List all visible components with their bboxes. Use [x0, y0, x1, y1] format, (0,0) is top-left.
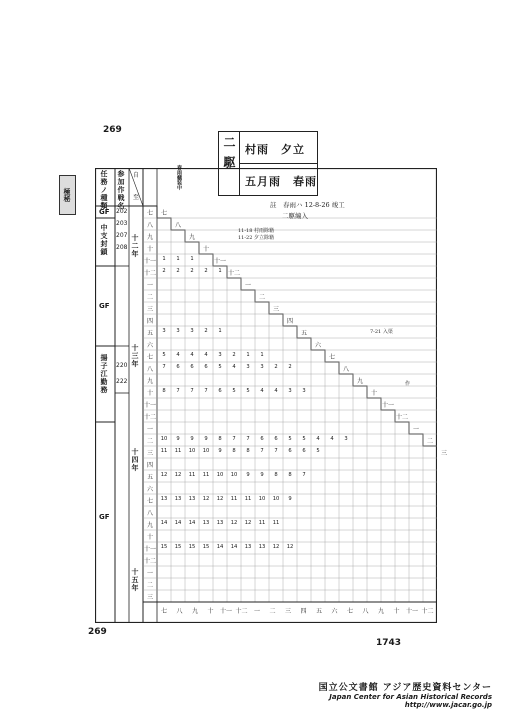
month-label: 九: [146, 234, 153, 241]
data-cell: 14: [216, 544, 224, 550]
month-label: 二: [146, 582, 153, 589]
staircase-label: 一: [412, 426, 419, 433]
annotation-yudachi-removed: 11-22 夕立除籍: [238, 235, 275, 241]
data-cell: 12: [286, 544, 294, 550]
data-cell: 1: [176, 256, 180, 262]
data-cell: 9: [204, 436, 208, 442]
data-cell: 13: [160, 496, 168, 502]
page-number-top: 269: [103, 125, 122, 135]
data-cell: 11: [272, 520, 280, 526]
data-cell: 13: [258, 544, 266, 550]
bottom-axis-label: 三: [284, 608, 291, 615]
month-label: 七: [146, 498, 153, 505]
page-number-bottom: 269: [88, 627, 107, 637]
data-cell: 5: [232, 388, 236, 394]
bottom-axis-label: 六: [331, 608, 338, 615]
op-code-207: 207: [116, 232, 128, 239]
data-cell: 2: [162, 268, 166, 274]
data-cell: 6: [190, 364, 194, 370]
month-label: 八: [146, 222, 153, 229]
staircase-label: 九: [356, 378, 363, 385]
data-cell: 15: [160, 544, 168, 550]
sheet-number: 1743: [376, 638, 402, 648]
staircase-label: 七: [160, 210, 167, 217]
data-cell: 14: [188, 520, 196, 526]
data-cell: 1: [190, 256, 194, 262]
classified-stamp: 極秘: [59, 175, 76, 215]
month-label: 七: [146, 210, 153, 217]
data-cell: 10: [272, 496, 280, 502]
data-cell: 3: [302, 388, 306, 394]
header-to: 至: [133, 194, 140, 201]
data-cell: 10: [202, 448, 210, 454]
annotation-drydock: 7-21 入渠: [370, 329, 393, 335]
data-cell: 7: [162, 364, 166, 370]
data-cell: 1: [162, 256, 166, 262]
month-label: 五: [146, 474, 153, 481]
data-cell: 3: [344, 436, 348, 442]
month-label: 八: [146, 366, 153, 373]
duty-yangtze-service: 揚子江勤務: [100, 354, 109, 394]
month-label: 七: [146, 354, 153, 361]
annotation-harusame-fitting: 春雨艤装中: [176, 165, 182, 190]
data-cell: 5: [302, 436, 306, 442]
archive-footer: [319, 680, 492, 709]
header-duty-type: 任務ノ種類: [100, 170, 109, 210]
month-label: 十一: [143, 546, 156, 553]
data-cell: 13: [174, 496, 182, 502]
data-cell: 9: [176, 436, 180, 442]
annotation-operation: 作: [405, 381, 411, 387]
staircase-label: 十一: [381, 402, 394, 409]
data-cell: 7: [274, 448, 278, 454]
month-label: 六: [146, 342, 153, 349]
data-cell: 10: [216, 472, 224, 478]
op-code-208: 208: [116, 244, 128, 251]
data-cell: 2: [274, 364, 278, 370]
bottom-axis-label: 七: [346, 608, 353, 615]
data-cell: 11: [174, 448, 182, 454]
archive-name-ja: 国立公文書館 アジア歴史資料センター: [318, 683, 492, 693]
data-cell: 9: [246, 472, 250, 478]
data-cell: 6: [204, 364, 208, 370]
month-label: 十: [146, 246, 153, 253]
op-code-203: 203: [116, 220, 128, 227]
data-cell: 8: [246, 448, 250, 454]
data-cell: 12: [272, 544, 280, 550]
gf-label-2: GF: [99, 302, 110, 310]
month-label: 十: [146, 390, 153, 397]
data-cell: 14: [230, 544, 238, 550]
data-cell: 10: [230, 472, 238, 478]
data-cell: 8: [162, 388, 166, 394]
data-cell: 4: [316, 436, 320, 442]
month-label: 十二: [143, 270, 156, 277]
month-label: 一: [146, 282, 153, 289]
data-cell: 3: [218, 352, 222, 358]
data-cell: 12: [174, 472, 182, 478]
month-label: 二: [146, 438, 153, 445]
bottom-axis-label: 十一: [405, 608, 418, 615]
bottom-axis-label: 五: [315, 608, 322, 615]
data-cell: 1: [246, 352, 250, 358]
year-label-14: 十四年: [131, 448, 140, 472]
month-label: 三: [146, 306, 153, 313]
data-cell: 11: [160, 448, 168, 454]
month-label: 九: [146, 522, 153, 529]
data-cell: 9: [218, 448, 222, 454]
data-cell: 6: [260, 436, 264, 442]
op-code-222: 222: [116, 378, 128, 385]
staircase-label: 二: [426, 438, 433, 445]
data-cell: 1: [218, 328, 222, 334]
bottom-axis-label: 八: [176, 608, 183, 615]
data-cell: 2: [204, 268, 208, 274]
bottom-axis-label: 二: [269, 608, 276, 615]
ships-row-2: 五月雨 春雨: [245, 175, 317, 188]
data-cell: 6: [302, 448, 306, 454]
header-from: 自: [133, 172, 140, 179]
data-cell: 7: [232, 436, 236, 442]
month-label: 四: [146, 462, 153, 469]
annotation-murasame-removed: 11-18 村雨除籍: [238, 228, 275, 234]
data-cell: 13: [244, 544, 252, 550]
gf-label-1: GF: [99, 208, 110, 216]
data-cell: 4: [260, 388, 264, 394]
data-cell: 5: [218, 364, 222, 370]
data-cell: 12: [244, 520, 252, 526]
month-label: 十二: [143, 558, 156, 565]
data-cell: 13: [216, 520, 224, 526]
month-label: 一: [146, 426, 153, 433]
staircase-label: 一: [244, 282, 251, 289]
data-cell: 4: [190, 352, 194, 358]
data-cell: 10: [160, 436, 168, 442]
data-cell: 2: [232, 352, 236, 358]
data-cell: 12: [160, 472, 168, 478]
bottom-axis-label: 四: [300, 608, 307, 615]
month-label: 五: [146, 330, 153, 337]
month-label: 二: [146, 294, 153, 301]
bottom-axis-label: 十二: [421, 608, 434, 615]
month-label: 九: [146, 378, 153, 385]
bottom-axis-label: 十: [393, 608, 400, 615]
note-line-2: 二駆編入: [282, 212, 308, 220]
data-cell: 4: [232, 364, 236, 370]
data-cell: 15: [174, 544, 182, 550]
year-label-13: 十三年: [131, 344, 140, 368]
staircase-label: 十: [202, 246, 209, 253]
bottom-axis-label: 八: [362, 608, 369, 615]
month-label: 四: [146, 318, 153, 325]
staircase-label: 九: [188, 234, 195, 241]
data-cell: 10: [188, 448, 196, 454]
data-cell: 6: [218, 388, 222, 394]
month-label: 六: [146, 486, 153, 493]
data-cell: 7: [260, 448, 264, 454]
duty-central-china-blockade: 中支封鎖: [100, 224, 109, 256]
ships-row-1: 村雨 夕立: [245, 143, 305, 156]
data-cell: 1: [260, 352, 264, 358]
archive-name-en: Japan Center for Asian Historical Records: [329, 693, 492, 701]
staircase-label: 十一: [213, 258, 226, 265]
op-code-220: 220: [116, 362, 128, 369]
data-cell: 7: [176, 388, 180, 394]
data-cell: 7: [204, 388, 208, 394]
data-cell: 4: [204, 352, 208, 358]
staircase-label: 三: [272, 306, 279, 313]
bottom-axis-label: 七: [160, 608, 167, 615]
data-cell: 13: [202, 520, 210, 526]
data-cell: 4: [176, 352, 180, 358]
data-cell: 2: [288, 364, 292, 370]
month-label: 三: [146, 594, 153, 601]
data-cell: 13: [188, 496, 196, 502]
data-cell: 4: [330, 436, 334, 442]
data-cell: 8: [232, 448, 236, 454]
staircase-label: 十二: [395, 414, 408, 421]
data-cell: 1: [218, 268, 222, 274]
note-line-1: 註 春雨ハ 12-8-26 竣工: [270, 201, 345, 209]
staircase-label: 十二: [227, 270, 240, 277]
data-cell: 8: [288, 472, 292, 478]
data-cell: 9: [260, 472, 264, 478]
data-cell: 12: [230, 520, 238, 526]
staircase-label: 二: [258, 294, 265, 301]
data-cell: 3: [190, 328, 194, 334]
staircase-label: 三: [440, 450, 447, 457]
staircase-label: 六: [314, 342, 321, 349]
data-cell: 2: [204, 328, 208, 334]
data-cell: 11: [230, 496, 238, 502]
data-cell: 2: [176, 268, 180, 274]
data-cell: 11: [202, 472, 210, 478]
data-cell: 12: [216, 496, 224, 502]
staircase-label: 四: [286, 318, 293, 325]
data-cell: 11: [188, 472, 196, 478]
data-cell: 15: [188, 544, 196, 550]
archive-url: http://www.jacar.go.jp: [404, 701, 492, 709]
data-cell: 9: [288, 496, 292, 502]
month-label: 三: [146, 450, 153, 457]
year-label-15: 十五年: [131, 568, 140, 592]
data-cell: 3: [288, 388, 292, 394]
data-cell: 11: [258, 520, 266, 526]
division-label: 二駆: [222, 136, 236, 176]
data-cell: 6: [274, 436, 278, 442]
data-cell: 10: [258, 496, 266, 502]
data-cell: 7: [190, 388, 194, 394]
data-cell: 3: [260, 364, 264, 370]
bottom-axis-label: 十二: [235, 608, 248, 615]
header-operation-name: 参加作戦名: [117, 170, 126, 210]
month-label: 八: [146, 510, 153, 517]
data-cell: 15: [202, 544, 210, 550]
service-chart-table: [95, 165, 447, 623]
data-cell: 2: [190, 268, 194, 274]
data-cell: 7: [246, 436, 250, 442]
data-cell: 5: [316, 448, 320, 454]
data-cell: 5: [162, 352, 166, 358]
data-cell: 3: [246, 364, 250, 370]
staircase-label: 七: [328, 354, 335, 361]
staircase-label: 八: [174, 222, 181, 229]
data-cell: 4: [274, 388, 278, 394]
bottom-axis-label: 九: [377, 608, 384, 615]
bottom-axis-label: 一: [253, 608, 260, 615]
data-cell: 5: [288, 436, 292, 442]
data-cell: 7: [302, 472, 306, 478]
data-cell: 6: [176, 364, 180, 370]
month-label: 十二: [143, 414, 156, 421]
bottom-axis-label: 十: [207, 608, 214, 615]
month-label: 十一: [143, 258, 156, 265]
data-cell: 3: [162, 328, 166, 334]
month-label: 一: [146, 570, 153, 577]
year-label-12: 十二年: [131, 234, 140, 258]
data-cell: 11: [244, 496, 252, 502]
staircase-label: 十: [370, 390, 377, 397]
data-cell: 3: [176, 328, 180, 334]
bottom-axis-label: 九: [191, 608, 198, 615]
staircase-label: 八: [342, 366, 349, 373]
staircase-label: 五: [300, 330, 307, 337]
gf-label-3: GF: [99, 513, 110, 521]
data-cell: 14: [174, 520, 182, 526]
data-cell: 5: [246, 388, 250, 394]
data-cell: 8: [274, 472, 278, 478]
bottom-axis-label: 十一: [219, 608, 232, 615]
data-cell: 9: [190, 436, 194, 442]
data-cell: 14: [160, 520, 168, 526]
month-label: 十: [146, 534, 153, 541]
op-code-202: 202: [116, 208, 128, 215]
data-cell: 6: [288, 448, 292, 454]
data-cell: 8: [218, 436, 222, 442]
data-cell: 12: [202, 496, 210, 502]
month-label: 十一: [143, 402, 156, 409]
